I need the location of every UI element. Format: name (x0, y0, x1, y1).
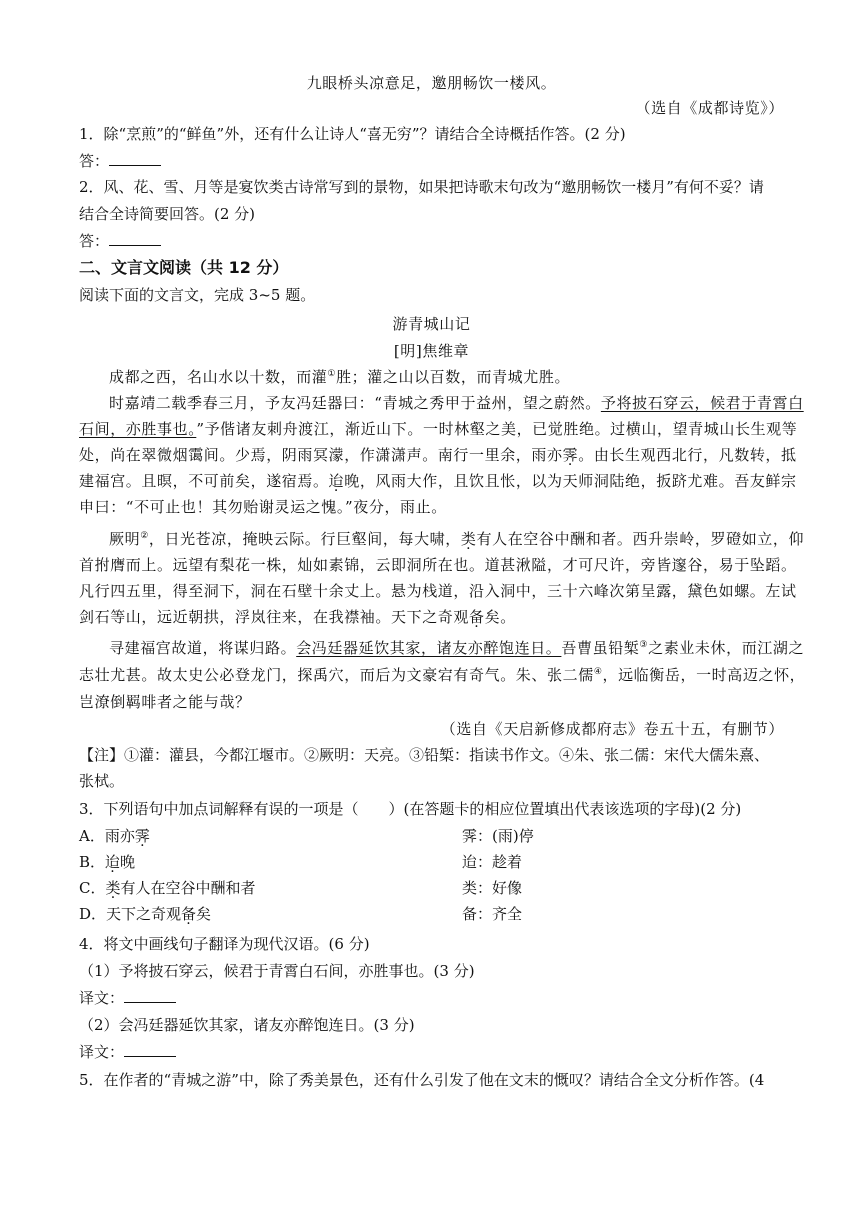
answer-blank[interactable] (124, 1042, 176, 1057)
passage-source: （选自《天启新修成都府志》卷五十五，有删节） (440, 720, 784, 738)
footnote-marker: ④ (593, 667, 603, 677)
option-gloss: 备：齐全 (462, 905, 523, 923)
question-4-sub-2: （2）会冯廷器延饮其家，诸友亦醉饱连日。(3 分) (79, 1016, 415, 1034)
text-segment: 胜；灌之山以百数，而青城尤胜。 (336, 368, 571, 386)
footnote-marker: ③ (639, 640, 649, 650)
option-gloss: 迨：趁着 (462, 853, 523, 871)
footnote-marker: ② (140, 531, 149, 541)
passage-paragraph-4-line-3: 岂潦倒羁啡者之能与哉？ (79, 693, 251, 711)
answer-blank[interactable] (109, 231, 161, 246)
answer-line-2 (79, 230, 784, 252)
text-segment: 志壮尤甚。故太史公必登龙门，探禹穴，而后为文豪宕有奇气。朱、张二儒 (79, 666, 594, 684)
option-text: A．雨亦 (79, 827, 135, 845)
question-3-stem: 3．下列语句中加点词解释有误的一项是（ ）(在答题卡的相应位置填出代表该选项的字母)(2 分) (79, 800, 742, 818)
passage-paragraph-4-line-1 (79, 637, 805, 659)
section-heading: 二、文言文阅读（共 12 分） (79, 258, 289, 277)
translation-line-1 (79, 987, 784, 1009)
text-segment: ，日光苍凉，掩映云际。行巨壑间，每大啸， (148, 530, 461, 548)
passage-paragraph-3-line-3: 凡行四五里，得至洞下，洞在石壁十余丈上。悬为栈道，沿入洞中，三十六峰次第呈露，黛色如螺。左试 (79, 582, 797, 600)
passage-author: [明]焦维章 (393, 342, 470, 360)
dotted-word: 类 (105, 879, 121, 897)
text-segment: 建福宫。且暝，不可前矣，遂宿焉。 (79, 472, 329, 490)
option-d[interactable] (79, 903, 784, 925)
option-c[interactable] (79, 877, 784, 899)
passage-paragraph-2-line-4 (79, 470, 797, 492)
option-a[interactable] (79, 825, 784, 847)
passage-paragraph-4-line-2 (79, 664, 806, 686)
dotted-word: 类 (460, 530, 477, 548)
translation-label: 译文： (79, 1043, 125, 1061)
passage-paragraph-2-line-2 (79, 418, 798, 440)
text-segment: 有人在空谷中酬和者。西升崇岭，罗磴如立，仰 (476, 530, 805, 548)
passage-paragraph-3-line-2: 首拊膺而上。远望有梨花一株，灿如素锦，云即洞所在也。道甚湫隘，才可尺许，旁皆邃谷，易于坠蹈。 (79, 556, 797, 574)
text-segment: 厥明 (109, 530, 141, 548)
passage-paragraph-3-line-4 (79, 606, 784, 628)
answer-line-1 (79, 150, 784, 172)
answer-blank[interactable] (109, 151, 161, 166)
question-1: 1．除“烹煎”的“鲜鱼”外，还有什么让诗人“喜无穷”？请结合全诗概括作答。(2 分) (79, 125, 626, 143)
passage-paragraph-2-line-1 (79, 392, 804, 414)
option-text: 矣 (196, 905, 212, 923)
notes-line-1: 【注】①灌：灌县，今都江堰市。②厥明：天亮。③铅椠：指读书作文。④朱、张二儒：宋代大儒朱熹、 (79, 746, 770, 764)
option-text: 有人在空谷中酬和者 (120, 879, 256, 897)
option-gloss: 类：好像 (462, 879, 523, 897)
passage-paragraph-1 (79, 366, 784, 388)
passage-paragraph-3-line-1 (79, 528, 805, 550)
answer-blank[interactable] (124, 988, 176, 1003)
answer-label: 答： (79, 232, 110, 250)
question-4-sub-1: （1）予将披石穿云，候君于青霄白石间，亦胜事也。(3 分) (79, 962, 475, 980)
notes-line-2: 张栻。 (79, 772, 125, 790)
footnote-marker: ① (327, 369, 337, 379)
dotted-word: 备 (181, 905, 197, 923)
question-2-line-2: 结合全诗简要回答。(2 分) (79, 205, 256, 223)
dotted-word: 迨 (328, 472, 345, 490)
option-text: B． (79, 853, 106, 871)
answer-label: 答： (79, 152, 110, 170)
question-4-stem: 4．将文中画线句子翻译为现代汉语。(6 分) (79, 935, 370, 953)
underlined-sentence: 予将披石穿云，候君于青霄白 (600, 394, 804, 412)
option-b[interactable] (79, 851, 784, 873)
text-segment: 之素业未休，而江湖之 (648, 639, 805, 657)
question-5: 5．在作者的“青城之游”中，除了秀美景色，还有什么引发了他在文末的慨叹？请结合全文分析作答。(4 (79, 1071, 765, 1089)
question-2-line-1: 2．风、花、雪、月等是宴饮类古诗常写到的景物，如果把诗歌末句改为“邀朋畅饮一楼月”有何不妥？请 (79, 178, 764, 196)
text-segment: 剑石等山，远近朝拱，浮岚往来，在我襟袖。天下之奇观 (79, 608, 470, 626)
option-text: D．天下之奇观 (79, 905, 182, 923)
text-segment: 时嘉靖二载季春三月，予友冯廷器曰：“青城之秀甲于益州，望之蔚然。 (109, 394, 601, 412)
poem-last-line: 九眼桥头凉意足，邀朋畅饮一楼风。 (306, 74, 557, 92)
dotted-word: 迨 (105, 853, 121, 871)
text-segment: 成都之西，名山水以十数，而灌 (109, 368, 328, 386)
option-text: 晚 (120, 853, 136, 871)
text-segment: ，远临衡岳，一时高迈之怀， (602, 666, 806, 684)
translation-line-2 (79, 1041, 784, 1063)
underlined-sentence: 石间，亦胜事也。 (79, 420, 197, 438)
text-segment: 处，尚在翠微烟霭间。少焉，阴雨冥濛，作潇潇声。南行一里余，雨亦 (79, 446, 563, 464)
passage-paragraph-2-line-5: 申曰：“不可止也！其勿贻谢灵运之愧。”夜分，雨止。 (79, 498, 447, 516)
option-text: C． (79, 879, 106, 897)
dotted-word: 霁 (134, 827, 150, 845)
option-gloss: 霁：(雨)停 (462, 827, 534, 845)
text-segment: 寻建福宫故道，将谋归路。 (109, 639, 297, 657)
passage-paragraph-2-line-3 (79, 444, 797, 466)
passage-title: 游青城山记 (392, 315, 471, 333)
text-segment: 吾曹虽铅椠 (561, 639, 640, 657)
translation-label: 译文： (79, 989, 125, 1007)
underlined-sentence: 会冯廷器延饮其家，诸友亦醉饱连日。 (296, 639, 562, 657)
dotted-word: 霁 (562, 446, 579, 464)
dotted-word: 备 (469, 608, 485, 626)
poem-source: （选自《成都诗览》） (635, 99, 784, 117)
text-segment: ”予偕诸友刺舟渡江，渐近山下。一时林壑之美，已觉胜绝。过横山，望青城山长生观等 (196, 420, 798, 438)
text-segment: 。由长生观西北行，凡数转，抵 (578, 446, 797, 464)
text-segment: 矣。 (484, 608, 516, 626)
section-instruction: 阅读下面的文言文，完成 3~5 题。 (79, 286, 316, 304)
text-segment: 晚，风雨大作，且饮且怅，以为天师洞陆绝，扳跻尤难。吾友鲜宗 (344, 472, 797, 490)
